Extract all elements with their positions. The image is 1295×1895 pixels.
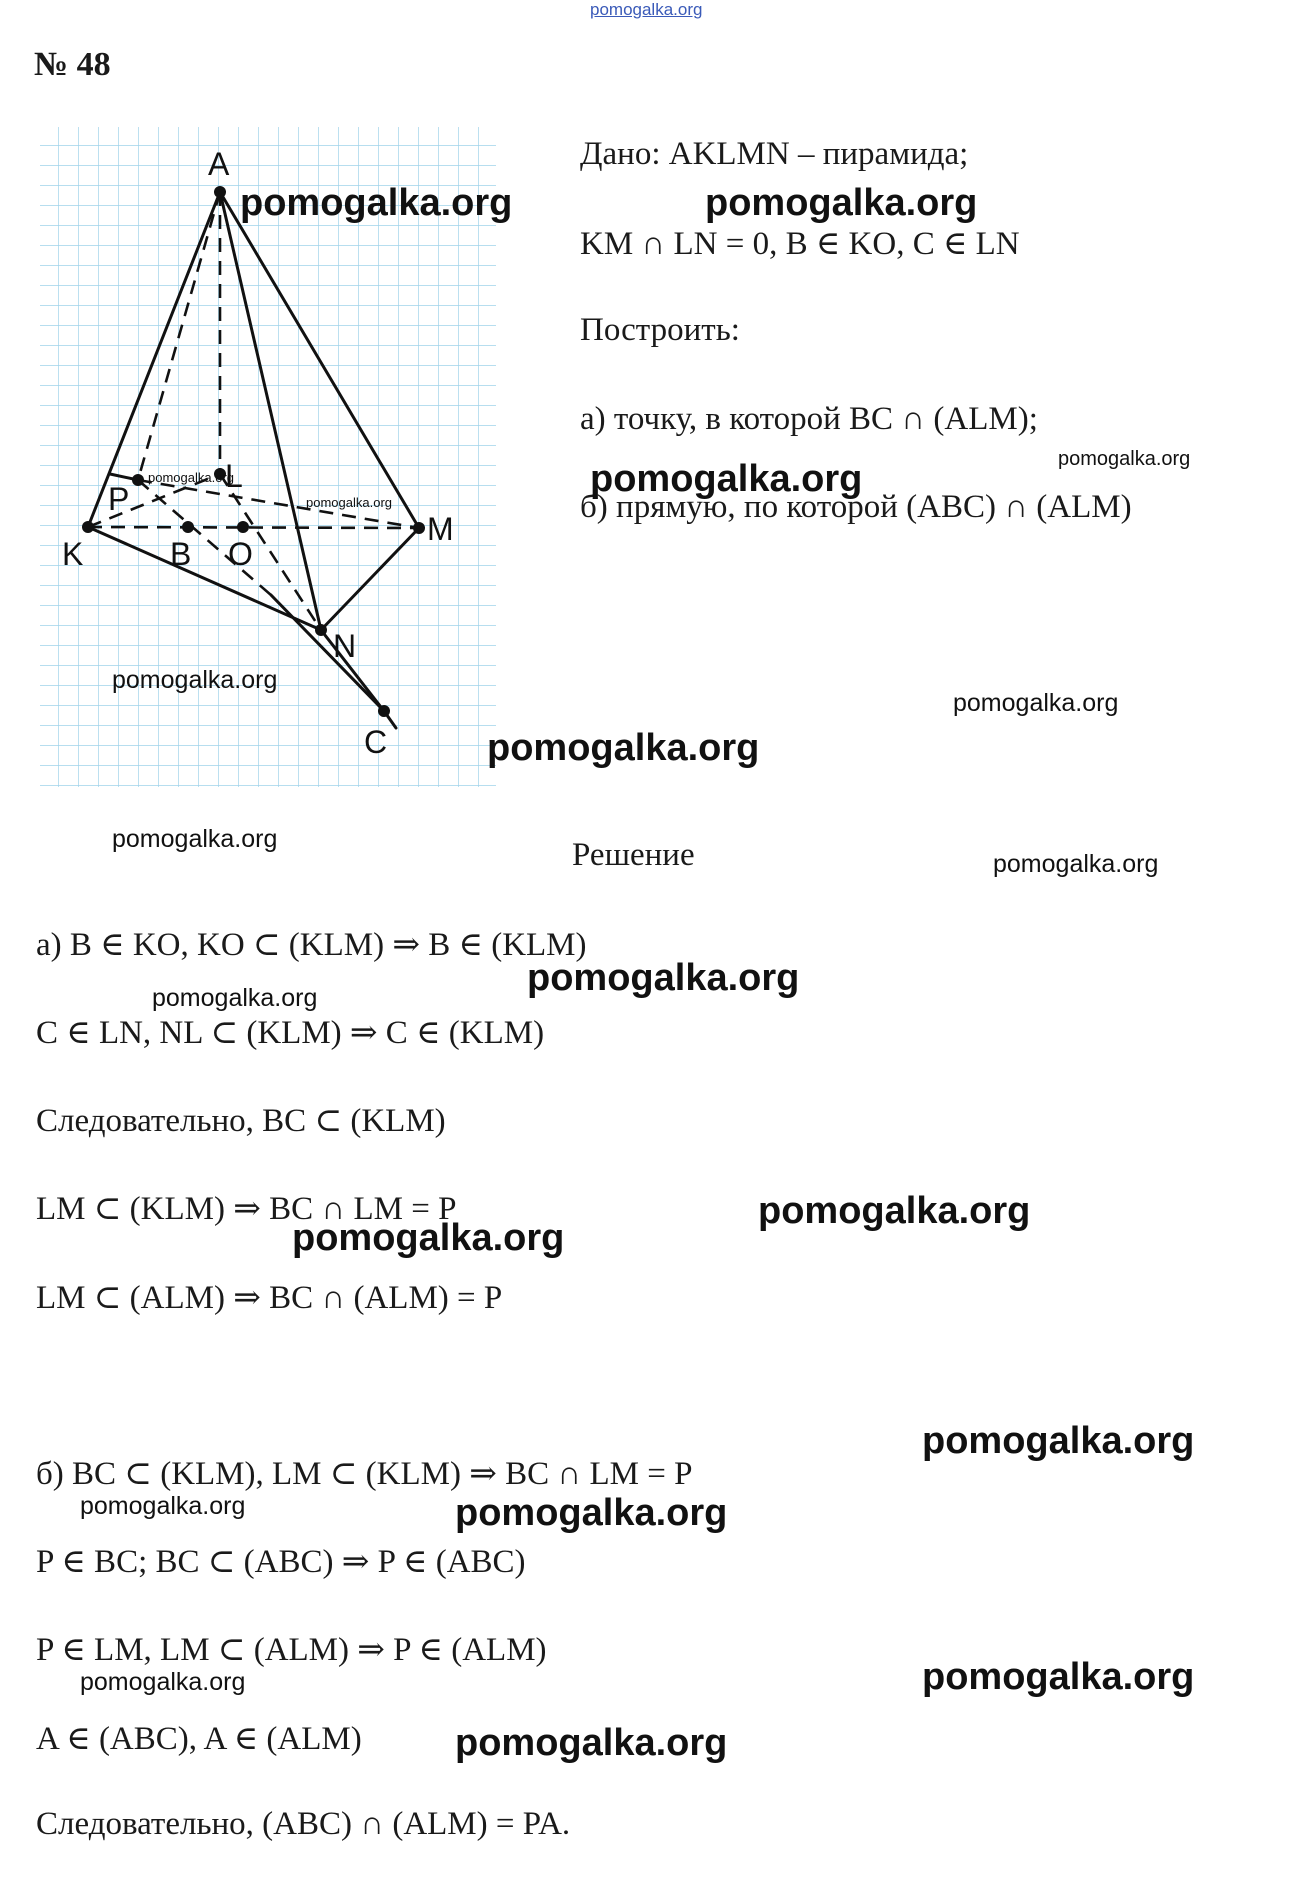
label-B: B <box>170 536 192 572</box>
task-a: а) точку, в которой BC ∩ (ALM); <box>580 401 1038 437</box>
label-O: O <box>228 536 253 572</box>
label-K: K <box>62 536 84 572</box>
problem-number: № 48 <box>34 46 111 83</box>
solution-b-line-3: P ∈ LM, LM ⊂ (ALM) ⇒ P ∈ (ALM) <box>36 1632 547 1668</box>
watermark: pomogalka.org <box>240 182 513 224</box>
solution-a-line-2: C ∈ LN, NL ⊂ (KLM) ⇒ C ∈ (KLM) <box>36 1015 545 1051</box>
point-P <box>132 474 144 486</box>
header-site-link[interactable]: pomogalka.org <box>590 0 703 19</box>
task-b: б) прямую, по которой (ABC) ∩ (ALM) <box>580 489 1132 525</box>
watermark: pomogalka.org <box>455 1722 728 1764</box>
solution-b-line-1: б) BC ⊂ (KLM), LM ⊂ (KLM) ⇒ BC ∩ LM = P <box>36 1456 693 1492</box>
watermark: pomogalka.org <box>922 1420 1195 1462</box>
solution-a-line-1: а) B ∈ KO, KO ⊂ (KLM) ⇒ B ∈ (KLM) <box>36 927 587 963</box>
watermark: pomogalka.org <box>80 1668 246 1696</box>
task-title: Построить: <box>580 312 740 348</box>
watermark: pomogalka.org <box>922 1656 1195 1698</box>
point-A <box>214 186 226 198</box>
label-L: L <box>225 458 243 494</box>
solution-b-line-2: P ∈ BC; BC ⊂ (ABC) ⇒ P ∈ (ABC) <box>36 1544 526 1580</box>
label-M: M <box>427 511 454 547</box>
point-B <box>182 521 194 533</box>
point-M <box>413 522 425 534</box>
point-C <box>378 705 390 717</box>
watermark: pomogalka.org <box>148 470 234 485</box>
watermark: pomogalka.org <box>112 666 278 694</box>
given-line-2: KM ∩ LN = 0, B ∈ KO, C ∈ LN <box>580 226 1020 262</box>
given-line-1: Дано: AKLMN – пирамида; <box>580 136 969 172</box>
solution-a-line-3: Следовательно, BC ⊂ (KLM) <box>36 1103 446 1139</box>
solution-title: Решение <box>572 837 695 873</box>
watermark: pomogalka.org <box>1058 448 1191 470</box>
watermark: pomogalka.org <box>527 957 800 999</box>
watermark: pomogalka.org <box>993 850 1159 878</box>
point-N <box>315 624 327 636</box>
watermark: pomogalka.org <box>152 984 318 1012</box>
watermark: pomogalka.org <box>758 1190 1031 1232</box>
label-C: C <box>364 724 388 760</box>
solution-a-line-4: LM ⊂ (KLM) ⇒ BC ∩ LM = P <box>36 1191 457 1227</box>
watermark: pomogalka.org <box>487 727 760 769</box>
point-K <box>82 521 94 533</box>
point-O <box>237 521 249 533</box>
watermark: pomogalka.org <box>705 182 978 224</box>
watermark: pomogalka.org <box>590 458 863 500</box>
watermark: pomogalka.org <box>292 1217 565 1259</box>
solution-b-line-4: A ∈ (ABC), A ∈ (ALM) <box>36 1721 362 1757</box>
watermark: pomogalka.org <box>112 825 278 853</box>
label-P: P <box>108 481 130 517</box>
watermark: pomogalka.org <box>306 495 392 510</box>
line-KM <box>88 527 419 528</box>
solution-b-line-5: Следовательно, (ABC) ∩ (ALM) = PA. <box>36 1806 571 1842</box>
watermark: pomogalka.org <box>80 1492 246 1520</box>
watermark: pomogalka.org <box>953 689 1119 717</box>
label-A: A <box>208 146 230 182</box>
solution-a-line-5: LM ⊂ (ALM) ⇒ BC ∩ (ALM) = P <box>36 1280 503 1316</box>
watermark: pomogalka.org <box>455 1492 728 1534</box>
label-N: N <box>333 628 357 664</box>
